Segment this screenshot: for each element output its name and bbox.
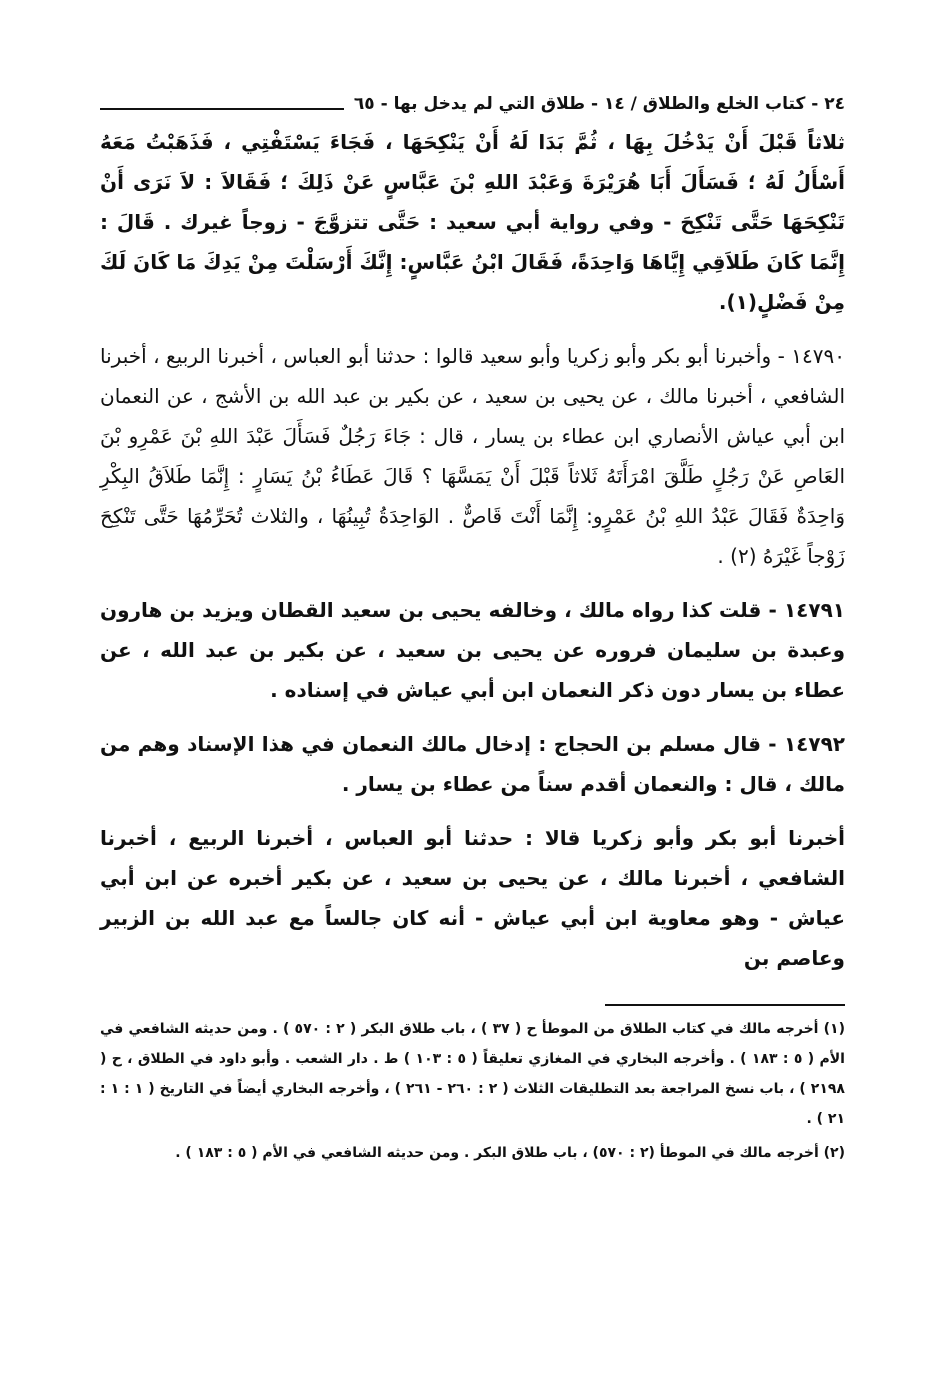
paragraph-continuation: ثلاثاً قَبْلَ أَنْ يَدْخُلَ بِهَا ، ثُمَّ بَدَا لَهُ أَنْ يَنْكِحَهَا ، فَجَاءَ يَسْتَفْتِي ، فَذَهَبْتُ مَعَهُ أَسْأَلُ لَهُ ؛ فَسَأَلَ أَبَا هُرَيْرَةَ وَعَبْدَ اللهِ بْنَ عَبَّاسٍ عَنْ ذَلِكَ ؛ فَقَالاَ : لاَ نَرَى أَنْ تَنْكِحَهَا حَتَّى تَنْكِحَ - وفي رواية أبي سعيد : حَتَّى تتزوَّجَ - زوجاً غيرك . قَالَ : إِنَّمَا كَانَ طَلاَقِي إِيَّاهَا وَاحِدَةً، فَقَالَ ابْنُ عَبَّاسٍ: إِنَّكَ أَرْسَلْتَ مِنْ يَدِكَ مَا كَانَ لَكَ مِنْ فَضْلٍ(١). [100,130,845,314]
paragraph-14790: ١٤٧٩٠ - وأخبرنا أبو بكر وأبو زكريا وأبو سعيد قالوا : حدثنا أبو العباس ، أخبرنا الربيع ، أخبرنا الشافعي ، أخبرنا مالك ، عن يحيى بن سعيد ، عن بكير بن عبد الله بن الأشج ، عن النعمان ابن أبي عياش الأنصاري ابن عطاء بن يسار ، قال : جَاءَ رَجُلٌ فَسَأَلَ عَبْدَ اللهِ بْنَ عَمْرِو بْنَ العَاصِ عَنْ رَجُلٍ طَلَّقَ امْرَأَتَهُ ثَلاثاً قَبْلَ أَنْ يَمَسَّهَا ؟ قَالَ عَطَاءُ بْنُ يَسَارٍ : إِنَّمَا طَلاَقُ البِكْرِ وَاحِدَةٌ فَقَالَ عَبْدُ اللهِ بْنُ عَمْرٍو: إِنَّمَا أَنْتَ قَاصٌّ . الوَاحِدَةُ تُبِينُهَا ، والثلاث تُحَرِّمُهَا حَتَّى تَنْكِحَ زَوْجاً غَيْرَهُ (٢) . [100,344,845,568]
header-rule [100,108,344,110]
paragraph-final: أخبرنا أبو بكر وأبو زكريا قالا : حدثنا أبو العباس ، أخبرنا الربيع ، أخبرنا الشافعي ، أخبرنا مالك ، عن يحيى بن سعيد ، عن بكير أخبره عن ابن أبي عياش - وهو معاوية ابن أبي عياش - أنه كان جالساً مع عبد الله بن الزبير وعاصم بن [100,826,845,970]
footnote-1: (١) أخرجه مالك في كتاب الطلاق من الموطأ ح ( ٣٧ ) ، باب طلاق البكر ( ٢ : ٥٧٠ ) . ومن حديثه الشافعي في الأم ( ٥ : ١٨٣ ) . وأخرجه البخاري في المغازي تعليقاً ( ٥ : ١٠٣ ) ط . دار الشعب . وأبو داود في الطلاق ، ح ( ٢١٩٨ ) ، باب نسخ المراجعة بعد التطليقات الثلاث ( ٢ : ٢٦٠ - ٢٦١ ) ، وأخرجه البخاري أيضاً في التاريخ ( ١ : ١ : ٢١ ) . [100,1021,845,1127]
footnote-2: (٢) أخرجه مالك في الموطأ (٢ : ٥٧٠) ، باب طلاق البكر . ومن حديثه الشافعي في الأم ( ٥ : ١٨٣ ) . [175,1145,845,1161]
footnotes [100,1004,845,1168]
running-title: ٢٤ - كتاب الخلع والطلاق / ١٤ - طلاق التي لم يدخل بها - ٦٥ [353,94,845,114]
running-header [100,78,845,116]
page [100,78,845,1168]
footnote-rule [605,1004,845,1006]
paragraph-14791: ١٤٧٩١ - قلت كذا رواه مالك ، وخالفه يحيى بن سعيد القطان ويزيد بن هارون وعبدة بن سليمان فروره عن يحيى بن سعيد ، عن بكير بن عبد الله ، عن عطاء بن يسار دون ذكر النعمان ابن أبي عياش في إسناده . [100,598,845,702]
paragraph-14792: ١٤٧٩٢ - قال مسلم بن الحجاج : إدخال مالك النعمان في هذا الإسناد وهم من مالك ، قال : والنعمان أقدم سناً من عطاء بن يسار . [100,732,845,796]
